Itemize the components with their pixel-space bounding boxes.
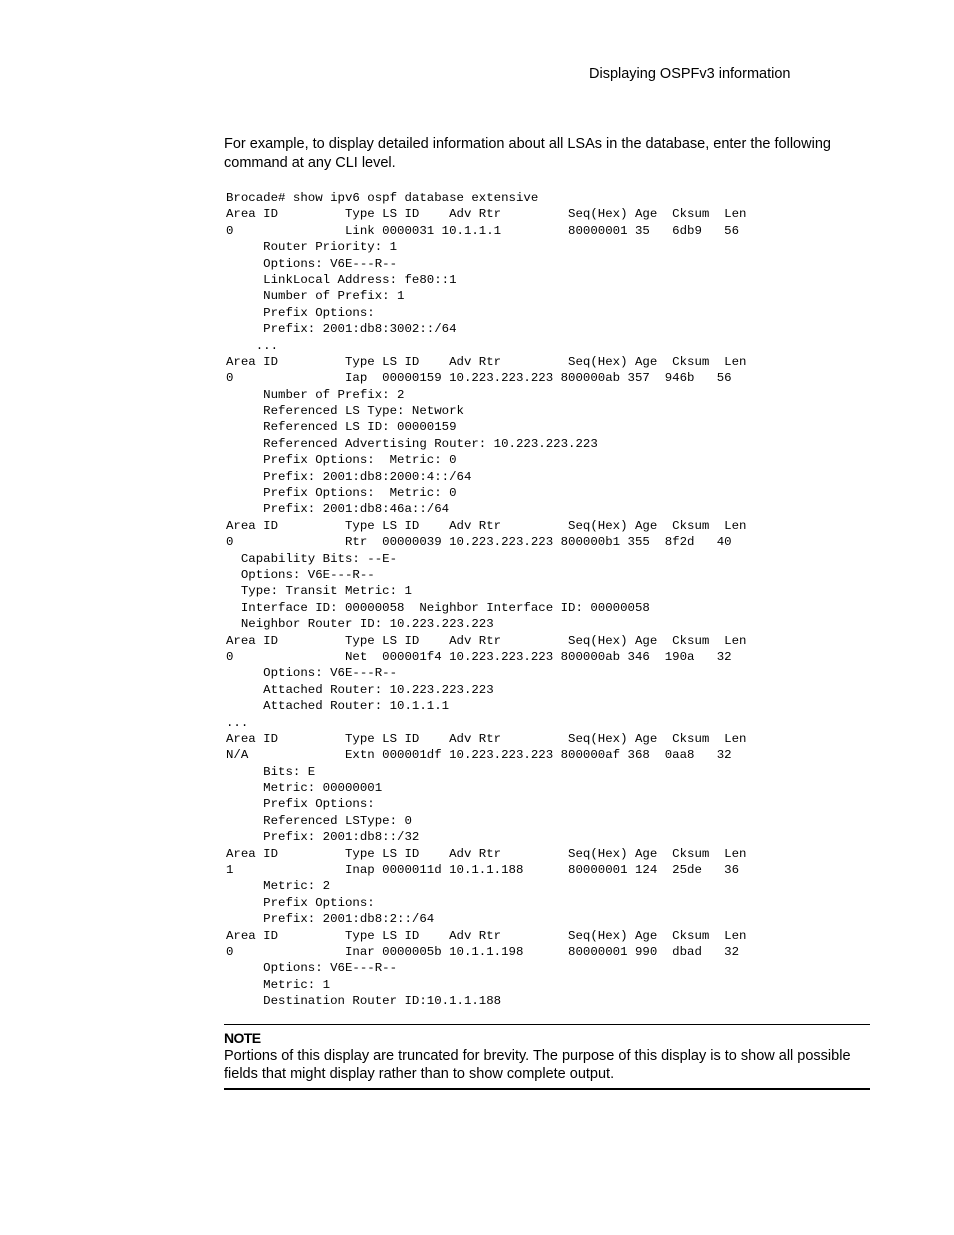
intro-line-1: For example, to display detailed information about all LSAs in the database, enter the following: [224, 136, 831, 152]
code-line: 0 Inar 0000005b 10.1.1.198 80000001 990 dbad 32: [226, 944, 740, 959]
code-line: Number of Prefix: 1: [226, 289, 405, 304]
code-line: Options: V6E---R--: [226, 256, 398, 271]
code-line: Destination Router ID:10.1.1.188: [226, 994, 502, 1009]
code-line: Prefix Options: Metric: 0: [226, 486, 457, 501]
note-label: NOTE: [224, 1030, 261, 1046]
code-line: Prefix Options:: [226, 797, 375, 812]
code-line: Interface ID: 00000058 Neighbor Interface ID: 00000058: [226, 600, 650, 615]
code-line: Area ID Type LS ID Adv Rtr Seq(Hex) Age Cksum Len: [226, 846, 747, 861]
code-line: Attached Router: 10.223.223.223: [226, 682, 494, 697]
code-line: 0 Link 0000031 10.1.1.1 80000001 35 6db9 56: [226, 223, 740, 238]
intro-paragraph: [224, 135, 864, 173]
code-line: Area ID Type LS ID Adv Rtr Seq(Hex) Age Cksum Len: [226, 518, 747, 533]
code-line: Bits: E: [226, 764, 316, 779]
code-line: Prefix: 2001:db8:46a::/64: [226, 502, 450, 517]
code-line: Prefix Options:: [226, 895, 375, 910]
code-line: Brocade# show ipv6 ospf database extensive: [226, 191, 539, 205]
code-line: 0 Net 000001f4 10.223.223.223 800000ab 346 190a 32: [226, 649, 732, 664]
code-line: 0 Rtr 00000039 10.223.223.223 800000b1 355 8f2d 40: [226, 535, 732, 550]
code-line: Prefix Options: Metric: 0: [226, 453, 457, 468]
code-line: 1 Inap 0000011d 10.1.1.188 80000001 124 25de 36: [226, 863, 740, 878]
code-line: LinkLocal Address: fe80::1: [226, 272, 457, 287]
code-line: Referenced LS ID: 00000159: [226, 420, 457, 435]
note-text: [224, 1047, 870, 1083]
code-line: Attached Router: 10.1.1.1: [226, 699, 450, 714]
code-line: Metric: 1: [226, 977, 331, 992]
code-line: Number of Prefix: 2: [226, 387, 405, 402]
cli-output-block: [226, 190, 747, 1010]
code-line: Area ID Type LS ID Adv Rtr Seq(Hex) Age Cksum Len: [226, 928, 747, 943]
code-line: Options: V6E---R--: [226, 961, 398, 976]
code-line: Prefix: 2001:db8:3002::/64: [226, 322, 457, 337]
code-line: Area ID Type LS ID Adv Rtr Seq(Hex) Age Cksum Len: [226, 633, 747, 648]
code-line: Referenced LSType: 0: [226, 813, 412, 828]
code-line: Capability Bits: --E-: [226, 551, 398, 566]
note-line-1: Portions of this display are truncated for brevity. The purpose of this display is to show all possible: [224, 1048, 851, 1064]
code-line: Options: V6E---R--: [226, 567, 375, 582]
code-line: Type: Transit Metric: 1: [226, 584, 412, 599]
code-line: Metric: 2: [226, 879, 331, 894]
code-line: Referenced Advertising Router: 10.223.223.223: [226, 436, 598, 451]
code-line: Area ID Type LS ID Adv Rtr Seq(Hex) Age Cksum Len: [226, 207, 747, 222]
note-line-2: fields that might display rather than to show complete output.: [224, 1066, 615, 1082]
code-line: Metric: 00000001: [226, 781, 383, 796]
code-line: Prefix Options:: [226, 305, 375, 320]
note-box: [224, 1024, 870, 1090]
code-line: Area ID Type LS ID Adv Rtr Seq(Hex) Age Cksum Len: [226, 354, 747, 369]
running-header: Displaying OSPFv3 information: [589, 66, 791, 82]
code-line: ...: [226, 338, 279, 353]
code-line: Router Priority: 1: [226, 240, 398, 255]
code-line: Prefix: 2001:db8:2::/64: [226, 912, 435, 927]
code-line: Area ID Type LS ID Adv Rtr Seq(Hex) Age Cksum Len: [226, 731, 747, 746]
code-line: Options: V6E---R--: [226, 666, 398, 681]
code-line: Prefix: 2001:db8:2000:4::/64: [226, 469, 472, 484]
code-line: 0 Iap 00000159 10.223.223.223 800000ab 357 946b 56: [226, 371, 732, 386]
intro-line-2: command at any CLI level.: [224, 155, 396, 171]
code-line: Neighbor Router ID: 10.223.223.223: [226, 617, 494, 632]
code-line: Prefix: 2001:db8::/32: [226, 830, 420, 845]
code-line: Referenced LS Type: Network: [226, 404, 464, 419]
code-line: ...: [226, 715, 249, 730]
code-line: N/A Extn 000001df 10.223.223.223 800000af 368 0aa8 32: [226, 748, 732, 763]
